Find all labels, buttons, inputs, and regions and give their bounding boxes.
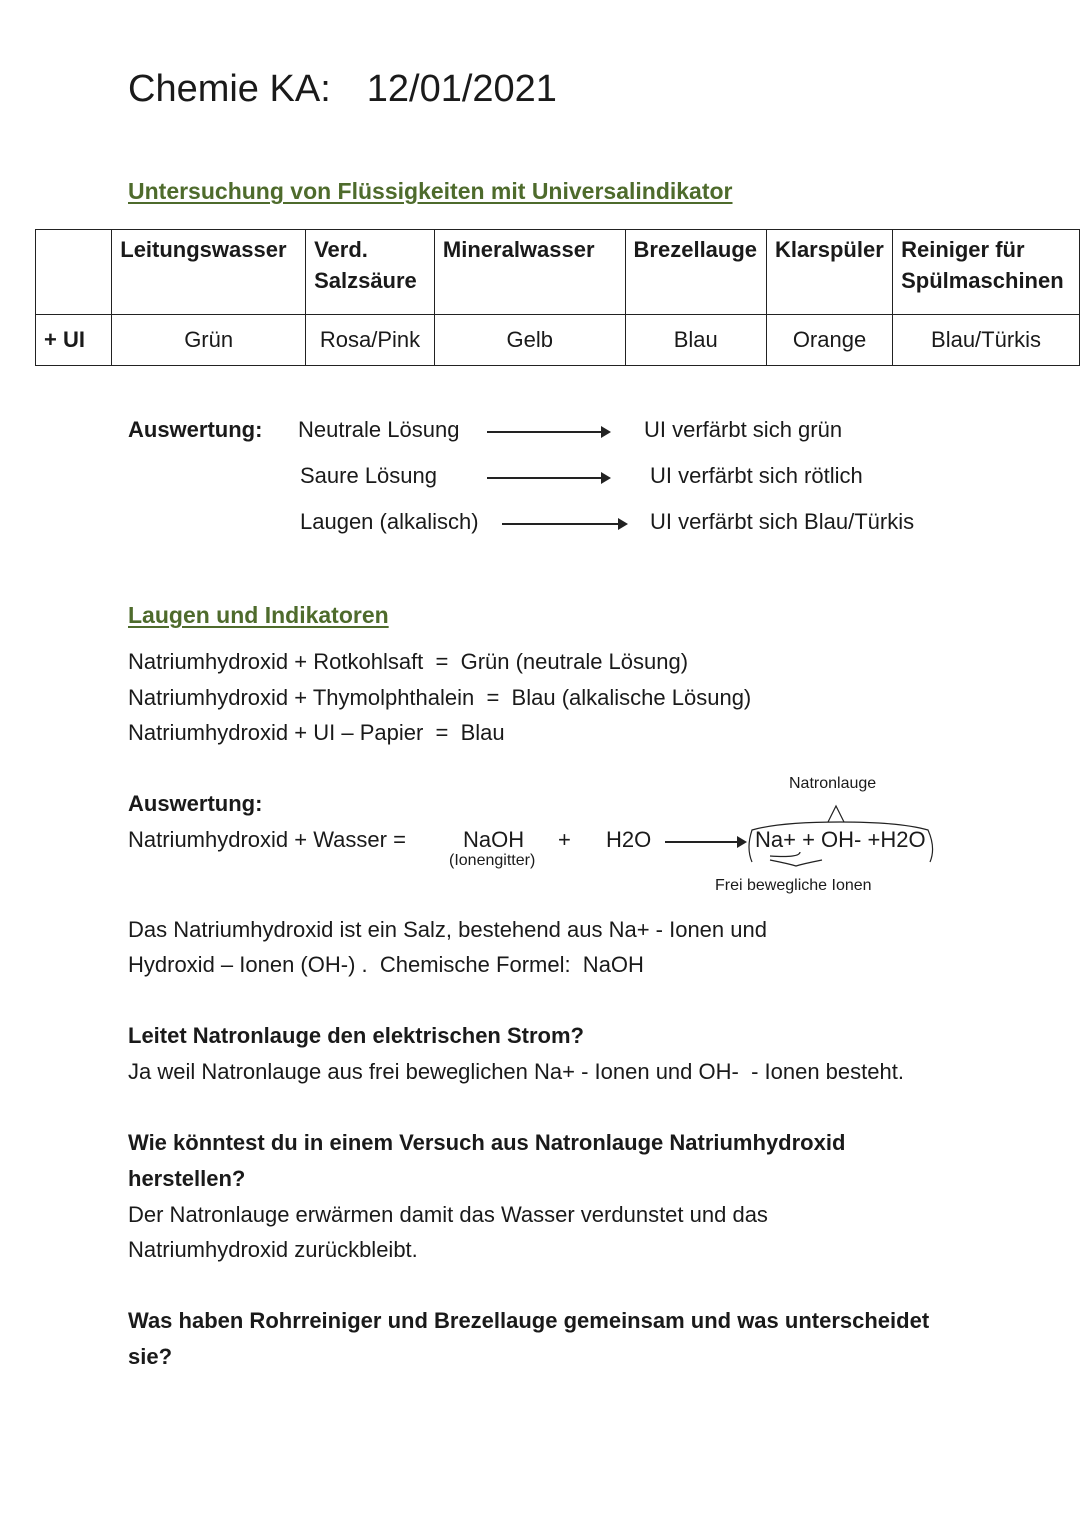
table-cell: Orange	[766, 315, 892, 366]
table-header-row	[36, 230, 1080, 315]
table-cell: Grün	[112, 315, 306, 366]
arrow-icon	[665, 841, 745, 843]
table-header-cell: Reiniger für Spülmaschinen	[893, 230, 1080, 315]
result-left: Laugen (alkalisch)	[300, 509, 479, 534]
para-line: Das Natriumhydroxid ist ein Salz, bestehend aus Na+ - Ionen und	[128, 917, 767, 942]
table-header-cell: Verd. Salzsäure	[306, 230, 435, 315]
arrow-icon	[487, 431, 609, 433]
para-line: Hydroxid – Ionen (OH-) . Chemische Formel: NaOH	[128, 952, 644, 977]
natronlauge-label: Natronlauge	[789, 775, 877, 792]
arrow-icon	[502, 523, 626, 525]
table-cell: Blau/Türkis	[893, 315, 1080, 366]
table-header-cell: Mineralwasser	[434, 230, 625, 315]
row-label: + UI	[36, 315, 112, 366]
equation-water: H2O	[606, 827, 652, 852]
table-cell: Blau	[625, 315, 766, 366]
ionen-label: Frei bewegliche Ionen	[715, 877, 872, 894]
answer: Natriumhydroxid zurückbleibt.	[128, 1237, 418, 1262]
answer: Der Natronlauge erwärmen damit das Wasser verdunstet und das	[128, 1202, 768, 1227]
table-header-cell: Brezellauge	[625, 230, 766, 315]
table-header-cell: Leitungswasser	[112, 230, 306, 315]
table-header-cell: Klarspüler	[766, 230, 892, 315]
indicator-line: Natriumhydroxid + Thymolphthalein = Blau (alkalische Lösung)	[128, 685, 752, 710]
question: sie?	[128, 1344, 173, 1369]
equation-left: Natriumhydroxid + Wasser =	[128, 827, 406, 852]
page-title	[128, 68, 557, 111]
equation-naoh: NaOH	[463, 827, 525, 852]
indicator-table	[35, 229, 1080, 366]
indicator-line: Natriumhydroxid + Rotkohlsaft = Grün (neutrale Lösung)	[128, 649, 689, 674]
arrow-icon	[487, 477, 609, 479]
result-right: UI verfärbt sich Blau/Türkis	[650, 509, 915, 534]
title-subject: Chemie KA:	[128, 68, 331, 110]
result-left: Saure Lösung	[300, 463, 437, 488]
question: Wie könntest du in einem Versuch aus Natronlauge Natriumhydroxid	[128, 1130, 846, 1155]
answer: Ja weil Natronlauge aus frei beweglichen Na+ - Ionen und OH- - Ionen besteht.	[128, 1059, 904, 1084]
question: herstellen?	[128, 1166, 246, 1191]
equation-naoh-note: (Ionengitter)	[449, 852, 536, 869]
result-left: Neutrale Lösung	[298, 417, 460, 442]
equation-product: Na+ + OH- +H2O	[755, 827, 926, 852]
result-right: UI verfärbt sich grün	[644, 417, 843, 442]
equation-plus: +	[558, 827, 571, 852]
table-header-cell	[36, 230, 112, 315]
table-row	[36, 315, 1080, 366]
question: Was haben Rohrreiniger und Brezellauge gemeinsam und was unterscheidet	[128, 1308, 930, 1333]
indicator-line: Natriumhydroxid + UI – Papier = Blau	[128, 720, 505, 745]
section-heading-laugen: Laugen und Indikatoren	[128, 602, 389, 628]
table-cell: Rosa/Pink	[306, 315, 435, 366]
section-heading-ui: Untersuchung von Flüssigkeiten mit Universalindikator	[128, 178, 733, 204]
table-cell: Gelb	[434, 315, 625, 366]
brace-icon	[740, 800, 940, 870]
result-right: UI verfärbt sich rötlich	[650, 463, 863, 488]
question: Leitet Natronlauge den elektrischen Strom?	[128, 1023, 584, 1048]
auswertung-label-1: Auswertung:	[128, 417, 263, 442]
auswertung-label-2: Auswertung:	[128, 791, 263, 816]
title-date: 12/01/2021	[366, 68, 557, 110]
